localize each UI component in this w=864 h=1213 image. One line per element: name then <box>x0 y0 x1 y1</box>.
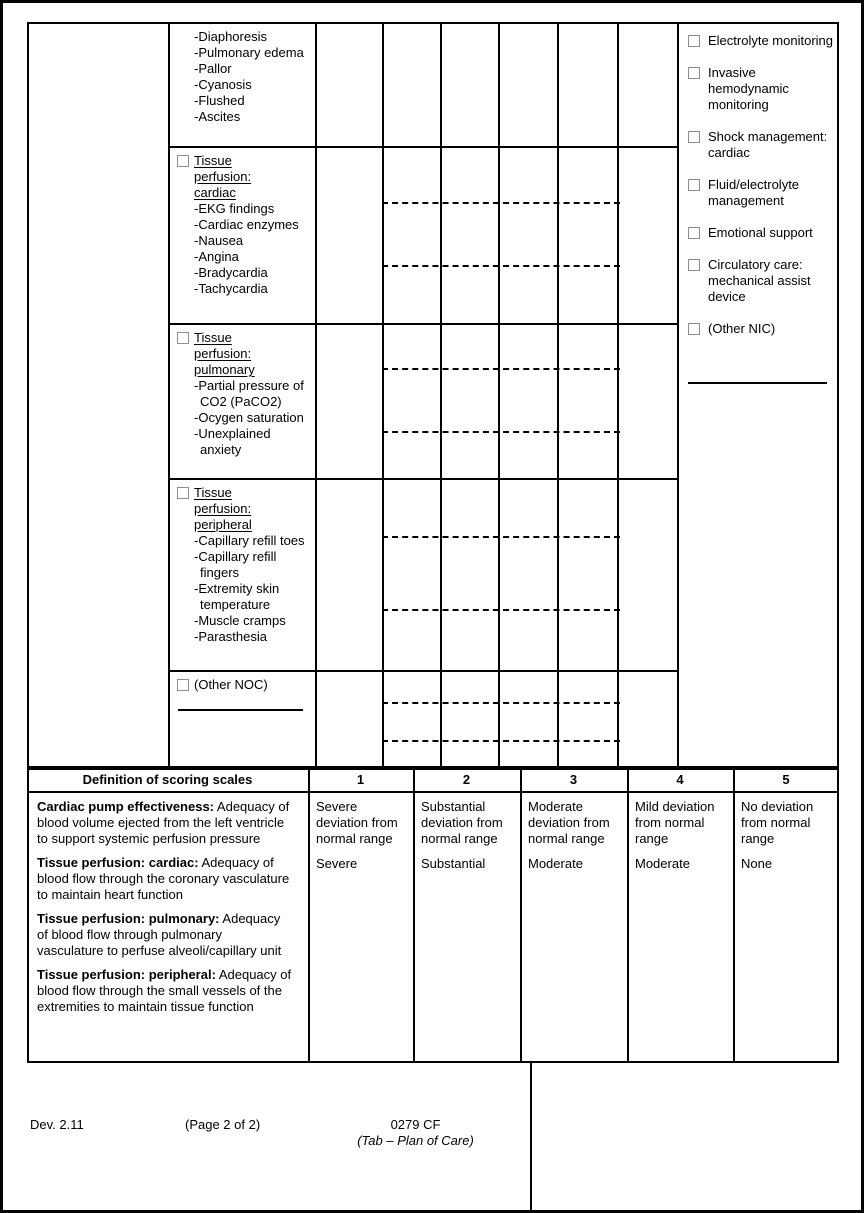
definition-term: Tissue perfusion: cardiac: <box>37 855 199 870</box>
scale-short-label: None <box>741 856 773 871</box>
nic-item-label: Shock management: cardiac <box>708 129 828 160</box>
scale-short-label: Severe <box>316 856 358 871</box>
noc-sign-item: -Ascites <box>194 109 241 124</box>
footer-dev-version: Dev. 2.11 <box>30 1117 84 1132</box>
noc-peripheral-checkbox[interactable] <box>177 487 189 499</box>
nic-item-label: Circulatory care: mechanical assist device <box>708 257 811 304</box>
nic-shock-management-checkbox[interactable] <box>688 131 700 143</box>
noc-sign-item: -Partial pressure of CO2 (PaCO2) <box>194 378 304 409</box>
noc-sign-item: -EKG findings <box>194 201 275 216</box>
noc-sign-item: -Capillary refill toes <box>194 533 305 548</box>
scoring-header-label: Definition of scoring scales <box>82 772 253 787</box>
scale-number-3: 3 <box>569 772 578 787</box>
noc-row-tissue-perfusion-pulmonary <box>170 323 315 478</box>
scale-1-cell <box>308 791 413 872</box>
nic-item <box>708 321 833 337</box>
footer-divider-line <box>530 1063 532 1210</box>
dashed-entry-line[interactable] <box>382 265 620 267</box>
noc-other-checkbox[interactable] <box>177 679 189 691</box>
noc-sign-item: -Extremity skin temperature <box>194 581 280 612</box>
nic-emotional-support-checkbox[interactable] <box>688 227 700 239</box>
noc-title: Tissue perfusion: cardiac <box>194 153 252 200</box>
noc-pulmonary-checkbox[interactable] <box>177 332 189 344</box>
scale-description: No deviation from normal range <box>741 799 814 846</box>
scale-short-label: Moderate <box>528 856 583 871</box>
scale-2-cell <box>413 791 520 872</box>
grid-vline <box>557 22 559 768</box>
dashed-entry-line[interactable] <box>382 202 620 204</box>
noc-sign-item: -Cardiac enzymes <box>194 217 299 232</box>
noc-sign-item: -Unexplained anxiety <box>194 426 271 457</box>
scale-4-cell <box>627 791 733 872</box>
scale-short-label: Substantial <box>421 856 486 871</box>
nic-invasive-hemodynamic-monitoring-checkbox[interactable] <box>688 67 700 79</box>
nic-item-label: Invasive hemodynamic monitoring <box>708 65 789 112</box>
scale-description: Mild deviation from normal range <box>635 799 715 846</box>
grid-vline <box>440 22 442 768</box>
nic-item <box>708 33 833 49</box>
dashed-entry-line[interactable] <box>382 609 620 611</box>
other-nic-write-in-line[interactable] <box>688 382 827 384</box>
footer-form-code: 0279 CF <box>390 1117 441 1132</box>
dashed-entry-line[interactable] <box>382 368 620 370</box>
dashed-entry-line[interactable] <box>382 536 620 538</box>
left-empty-column-cell <box>30 22 168 768</box>
noc-sign-item: -Diaphoresis <box>194 29 267 44</box>
noc-title: (Other NOC) <box>194 677 268 692</box>
noc-sign-item: -Ocygen saturation <box>194 410 304 425</box>
definition-paragraph <box>37 855 292 903</box>
definition-text: Adequacy of blood flow through the small vessels of the extremities to maintain tissue function <box>37 967 292 1014</box>
grid-vline <box>498 22 500 768</box>
definition-text: Adequacy of blood flow through the coronary vasculature to maintain heart function <box>37 855 290 902</box>
grid-vline <box>382 22 384 768</box>
nic-item <box>708 129 833 161</box>
noc-sign-item: -Tachycardia <box>194 281 268 296</box>
noc-title: Tissue perfusion: peripheral <box>194 485 252 532</box>
nic-item-label: (Other NIC) <box>708 321 776 336</box>
definition-paragraph <box>37 967 292 1015</box>
nic-item-label: Emotional support <box>708 225 813 240</box>
other-noc-write-in-line[interactable] <box>178 709 303 711</box>
noc-sign-item: -Pulmonary edema <box>194 45 304 60</box>
nic-circulatory-care-checkbox[interactable] <box>688 259 700 271</box>
scale-3-cell <box>520 791 627 872</box>
definition-text: Adequacy of blood volume ejected from the left ventricle to support systemic perfusion pressure <box>37 799 290 846</box>
nic-fluid-electrolyte-management-checkbox[interactable] <box>688 179 700 191</box>
nic-interventions-cell <box>679 22 839 768</box>
nic-item <box>708 177 833 209</box>
nic-item-label: Electrolyte monitoring <box>708 33 833 48</box>
noc-sign-item: -Bradycardia <box>194 265 268 280</box>
grid-vline <box>315 22 317 768</box>
nic-electrolyte-monitoring-checkbox[interactable] <box>688 35 700 47</box>
definition-term: Cardiac pump effectiveness: <box>37 799 215 814</box>
nic-item <box>708 225 833 241</box>
definition-term: Tissue perfusion: peripheral: <box>37 967 216 982</box>
noc-sign-item: -Angina <box>194 249 239 264</box>
scale-description: Substantial deviation from normal range <box>421 799 503 846</box>
noc-sign-item: -Flushed <box>194 93 245 108</box>
noc-sign-item: -Cyanosis <box>194 77 252 92</box>
noc-sign-item: -Nausea <box>194 233 244 248</box>
nic-item <box>708 257 833 305</box>
footer-tab-label: (Tab – Plan of Care) <box>357 1133 474 1148</box>
noc-title: Tissue perfusion: pulmonary <box>194 330 255 377</box>
dashed-entry-line[interactable] <box>382 740 620 742</box>
noc-cardiac-checkbox[interactable] <box>177 155 189 167</box>
scale-description: Severe deviation from normal range <box>316 799 398 846</box>
noc-sign-item: -Pallor <box>194 61 232 76</box>
dashed-entry-line[interactable] <box>382 431 620 433</box>
scale-description: Moderate deviation from normal range <box>528 799 610 846</box>
noc-row-other-noc <box>170 670 315 768</box>
noc-row-signs-continued <box>170 22 315 146</box>
scale-5-cell <box>733 791 839 872</box>
definition-paragraph <box>37 911 292 959</box>
nic-item-label: Fluid/electrolyte management <box>708 177 800 208</box>
scale-number-5: 5 <box>782 772 790 787</box>
grid-vline <box>617 22 619 768</box>
scale-short-label: Moderate <box>635 856 690 871</box>
scale-number-2: 2 <box>462 772 471 787</box>
footer-page-number: (Page 2 of 2) <box>185 1117 261 1132</box>
nic-other-checkbox[interactable] <box>688 323 700 335</box>
scale-number-1: 1 <box>356 772 365 787</box>
noc-row-tissue-perfusion-peripheral <box>170 478 315 670</box>
scale-number-4: 4 <box>676 772 684 787</box>
scoring-definitions-cell <box>27 791 308 1023</box>
noc-row-tissue-perfusion-cardiac <box>170 146 315 323</box>
noc-sign-item: -Parasthesia <box>194 629 267 644</box>
definition-text: Adequacy of blood flow through pulmonary vasculature to perfuse alveoli/capillary unit <box>37 911 282 958</box>
noc-sign-item: -Capillary refill fingers <box>194 549 277 580</box>
footer-form-id-block <box>313 1117 518 1149</box>
noc-sign-item: -Muscle cramps <box>194 613 286 628</box>
dashed-entry-line[interactable] <box>382 702 620 704</box>
definition-term: Tissue perfusion: pulmonary: <box>37 911 220 926</box>
definition-paragraph <box>37 799 292 847</box>
nic-item <box>708 65 833 113</box>
